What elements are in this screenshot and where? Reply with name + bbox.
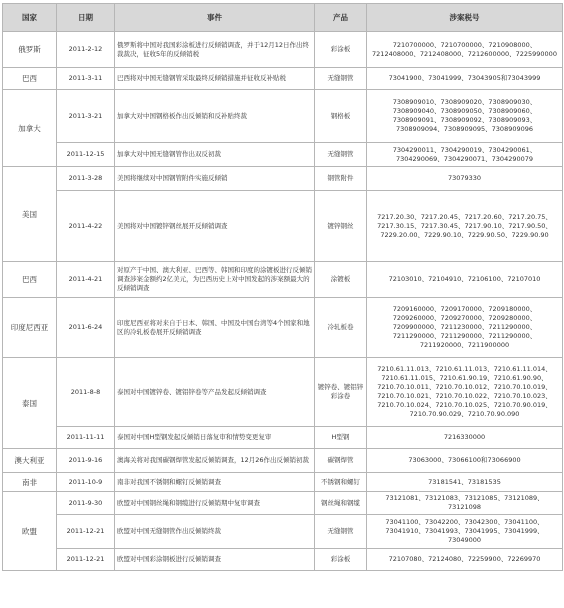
table-row — [3, 549, 563, 571]
hscode-cell: 73063000、73066100和73066900 — [367, 449, 563, 473]
date-cell: 2011-8-8 — [57, 358, 115, 427]
date-cell: 2011-4-22 — [57, 191, 115, 262]
table-row — [3, 68, 563, 90]
table-row — [3, 515, 563, 549]
hscode-cell: 73041100、73042200、73042300、73041100、73041910、73041993、73041995、73041999、73049000 — [367, 515, 563, 549]
product-cell: 钢格板 — [315, 90, 367, 143]
date-cell: 2011-4-21 — [57, 262, 115, 298]
table-row — [3, 143, 563, 167]
table-row — [3, 262, 563, 298]
product-cell: 冷轧板卷 — [315, 298, 367, 358]
hscode-cell: 73079330 — [367, 167, 563, 191]
table-row — [3, 32, 563, 68]
table-container — [2, 3, 562, 571]
hscode-cell: 7209160000、7209170000、7209180000、7209260000、7209270000、7209280000、7209900000、7211230000、7211290000、7211290000、7211290000、7211290000、7211920000、7211900000 — [367, 298, 563, 358]
table-row — [3, 492, 563, 515]
table-body — [3, 32, 563, 571]
hscode-cell: 7210700000、7210700000、7210908000、7212408000、7212408000、7212600000、7225990000 — [367, 32, 563, 68]
date-cell: 2011-3-28 — [57, 167, 115, 191]
product-cell: 镀锌钢丝 — [315, 191, 367, 262]
hscode-cell: 72107080、72124080、72259900、72269970 — [367, 549, 563, 571]
event-cell: 加拿大对中国无缝钢管作出双反初裁 — [115, 143, 315, 167]
product-cell: 无缝钢管 — [315, 143, 367, 167]
product-cell: 钢管附件 — [315, 167, 367, 191]
table-row — [3, 298, 563, 358]
country-cell: 加拿大 — [3, 90, 57, 167]
hscode-cell: 7216330000 — [367, 427, 563, 449]
date-cell: 2011-12-21 — [57, 549, 115, 571]
event-cell: 印度尼西亚将对来自于日本、韩国、中国及中国台湾等4个国家和地区的冷轧板卷展开反倾销调查 — [115, 298, 315, 358]
event-cell: 巴西将对中国无缝钢管采取最终反倾销措施并征收反补贴税 — [115, 68, 315, 90]
hscode-cell: 73121081、73121083、73121085、73121089、73121098 — [367, 492, 563, 515]
country-cell: 俄罗斯 — [3, 32, 57, 68]
date-cell: 2011-6-24 — [57, 298, 115, 358]
header-date: 日期 — [57, 4, 115, 32]
hscode-cell: 72103010、72104910、72106100、72107010 — [367, 262, 563, 298]
date-cell: 2011-12-15 — [57, 143, 115, 167]
country-cell: 南非 — [3, 473, 57, 492]
product-cell: 涂镀板 — [315, 262, 367, 298]
table-row — [3, 90, 563, 143]
table-row — [3, 473, 563, 492]
hscode-cell: 7210.61.11.013、7210.61.11.013、7210.61.11.014、7210.61.11.015、7210.61.90.19、7210.61.90.90、7210.70.10.011、7210.70.10.012、7210.70.10.019、7210.70.10.021、7210.70.10.022、7210.70.10.023、7210.70.10.024、7210.70.10.025、7210.70.90.019、7210.70.90.029、7210.70.90.090 — [367, 358, 563, 427]
hscode-cell: 73181541、73181535 — [367, 473, 563, 492]
event-cell: 泰国对中国H型钢发起反倾销日落复审和情势变更复审 — [115, 427, 315, 449]
event-cell: 欧盟对中国钢丝绳和钢缆进行反倾销期中复审调查 — [115, 492, 315, 515]
event-cell: 对原产于中国、澳大利亚、巴西等、韩国和印度的涂镀板进行反倾销调查涉案金额约2亿美元，为巴西历史上对中国发起的涉案额最大的反倾销调查 — [115, 262, 315, 298]
event-cell: 欧盟对中国彩涂钢板进行反倾销调查 — [115, 549, 315, 571]
anti-dumping-table — [2, 3, 563, 571]
date-cell: 2011-9-16 — [57, 449, 115, 473]
product-cell: 镀锌卷、镀铝锌彩涂卷 — [315, 358, 367, 427]
event-cell: 欧盟对中国无缝钢管作出反倾销终裁 — [115, 515, 315, 549]
product-cell: 不锈钢和螺钉 — [315, 473, 367, 492]
hscode-cell: 7217.20.30、7217.20.45、7217.20.60、7217.20.75、7217.30.15、7217.30.45、7217.90.10、7217.90.50、7229.20.00、7229.90.10、7229.90.50、7229.90.90 — [367, 191, 563, 262]
country-cell: 巴西 — [3, 68, 57, 90]
date-cell: 2011-2-12 — [57, 32, 115, 68]
event-cell: 南非对我国不锈钢和螺钉反倾销调查 — [115, 473, 315, 492]
header-country: 国家 — [3, 4, 57, 32]
date-cell: 2011-10-9 — [57, 473, 115, 492]
country-cell: 巴西 — [3, 262, 57, 298]
table-row — [3, 167, 563, 191]
event-cell: 美国将继续对中国钢管附件实施反倾销 — [115, 167, 315, 191]
header-row — [3, 4, 563, 32]
product-cell: H型钢 — [315, 427, 367, 449]
country-cell: 泰国 — [3, 358, 57, 449]
hscode-cell: 7308909010、7308909020、7308909030、7308909040、7308909050、7308909060、7308909091、7308909092、7308909093、7308909094、7308909095、7308909096 — [367, 90, 563, 143]
date-cell: 2011-3-11 — [57, 68, 115, 90]
hscode-cell: 73041900、73041999、73043905和73043999 — [367, 68, 563, 90]
date-cell: 2011-3-21 — [57, 90, 115, 143]
table-row — [3, 191, 563, 262]
table-row — [3, 358, 563, 427]
header-hscode: 涉案税号 — [367, 4, 563, 32]
header-product: 产品 — [315, 4, 367, 32]
table-row — [3, 449, 563, 473]
country-cell: 欧盟 — [3, 492, 57, 571]
date-cell: 2011-9-30 — [57, 492, 115, 515]
date-cell: 2011-11-11 — [57, 427, 115, 449]
event-cell: 加拿大对中国钢格板作出反倾销和反补贴终裁 — [115, 90, 315, 143]
product-cell: 彩涂板 — [315, 549, 367, 571]
product-cell: 彩涂板 — [315, 32, 367, 68]
country-cell: 澳大利亚 — [3, 449, 57, 473]
product-cell: 钢丝绳和钢缆 — [315, 492, 367, 515]
event-cell: 俄罗斯将中国对我国彩涂板进行反倾销调查，并于12月12日作出终裁裁决，征收5年的反倾销税 — [115, 32, 315, 68]
country-cell: 印度尼西亚 — [3, 298, 57, 358]
header-event: 事件 — [115, 4, 315, 32]
event-cell: 澳海关将对我国碳钢焊管发起反倾销调查，12月26作出反倾销初裁 — [115, 449, 315, 473]
country-cell: 美国 — [3, 167, 57, 262]
event-cell: 泰国对中国镀锌卷、镀铝锌卷等产品发起反倾销调查 — [115, 358, 315, 427]
date-cell: 2011-12-21 — [57, 515, 115, 549]
product-cell: 碳钢焊管 — [315, 449, 367, 473]
table-row — [3, 427, 563, 449]
hscode-cell: 7304290011、7304290019、7304290061、7304290069、7304290071、7304290079 — [367, 143, 563, 167]
product-cell: 无缝钢管 — [315, 515, 367, 549]
event-cell: 美国将对中国镀锌钢丝展开反倾销调查 — [115, 191, 315, 262]
product-cell: 无缝钢管 — [315, 68, 367, 90]
